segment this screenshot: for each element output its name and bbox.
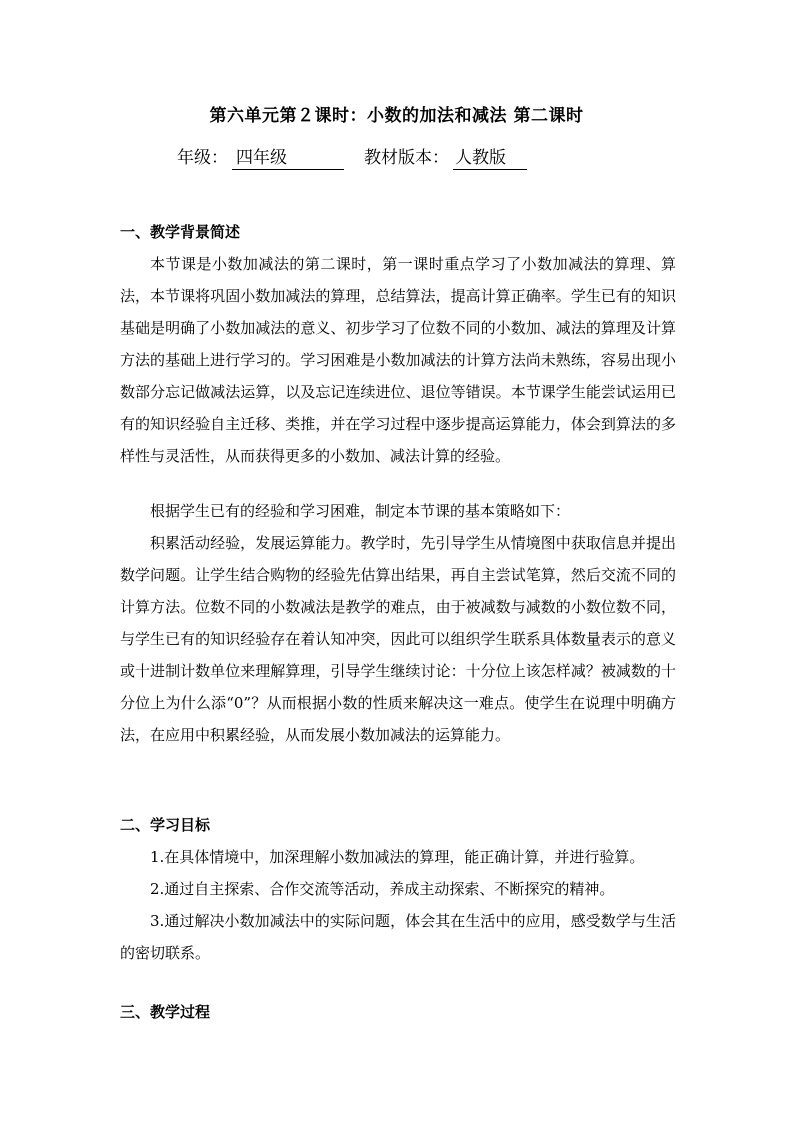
grade-label: 年级：: [177, 148, 228, 168]
objective-item-1: 1.在具体情境中，加深理解小数加减法的算理，能正确计算，并进行验算。: [150, 848, 645, 866]
section-heading-objectives: 二、学习目标: [120, 816, 211, 834]
edition-label: 教材版本：: [364, 148, 449, 168]
section-heading-background: 一、教学背景简述: [120, 223, 241, 241]
paragraph-strategy-detail: 积累活动经验，发展运算能力。教学时，先引导学生从情境图中获取信息并提出数学问题。让学生结合购物的经验先估算出结果，再自主尝试笔算，然后交流不同的计算方法。位数不同的小数减法是教学的难点，由于被减数与减数的小数位数不同，与学生已有的知识经验存在着认知冲突，因此可以组织学生联系具体数量表示的意义或十进制计数单位来理解算理，引导学生继续讨论：十分位上该怎样减？被减数的十分位上为什么添“0”？从而根据小数的性质来解决这一难点。使学生在说理中明确方法，在应用中积累经验，从而发展小数加减法的运算能力。: [120, 534, 676, 744]
paragraph-strategy-lead: 根据学生已有的经验和学习困难，制定本节课的基本策略如下：: [150, 502, 571, 520]
section-heading-process: 三、教学过程: [120, 1003, 211, 1021]
objective-item-2: 2.通过自主探索、合作交流等活动，养成主动探索、不断探究的精神。: [150, 880, 615, 898]
objective-item-3: 3.通过解决小数加减法中的实际问题，体会其在生活中的应用，感受数学与生活的密切联系。: [120, 912, 676, 962]
document-meta: [177, 144, 527, 172]
edition-value: 人教版: [453, 147, 527, 170]
paragraph-background-intro: 本节课是小数加减法的第二课时，第一课时重点学习了小数加减法的算理、算法，本节课将巩固小数加减法的算理，总结算法，提高计算正确率。学生已有的知识基础是明确了小数加减法的意义、初步学习了位数不同的小数加、减法的算理及计算方法的基础上进行学习的。学习困难是小数加减法的计算方法尚未熟练，容易出现小数部分忘记做减法运算，以及忘记连续进位、退位等错误。本节课学生能尝试运用已有的知识经验自主迁移、类推，并在学习过程中逐步提高运算能力，体会到算法的多样性与灵活性，从而获得更多的小数加、减法计算的经验。: [120, 255, 676, 465]
grade-value: 四年级: [232, 147, 344, 170]
document-title: 第六单元第２课时：小数的加法和减法 第二课时: [209, 106, 584, 126]
